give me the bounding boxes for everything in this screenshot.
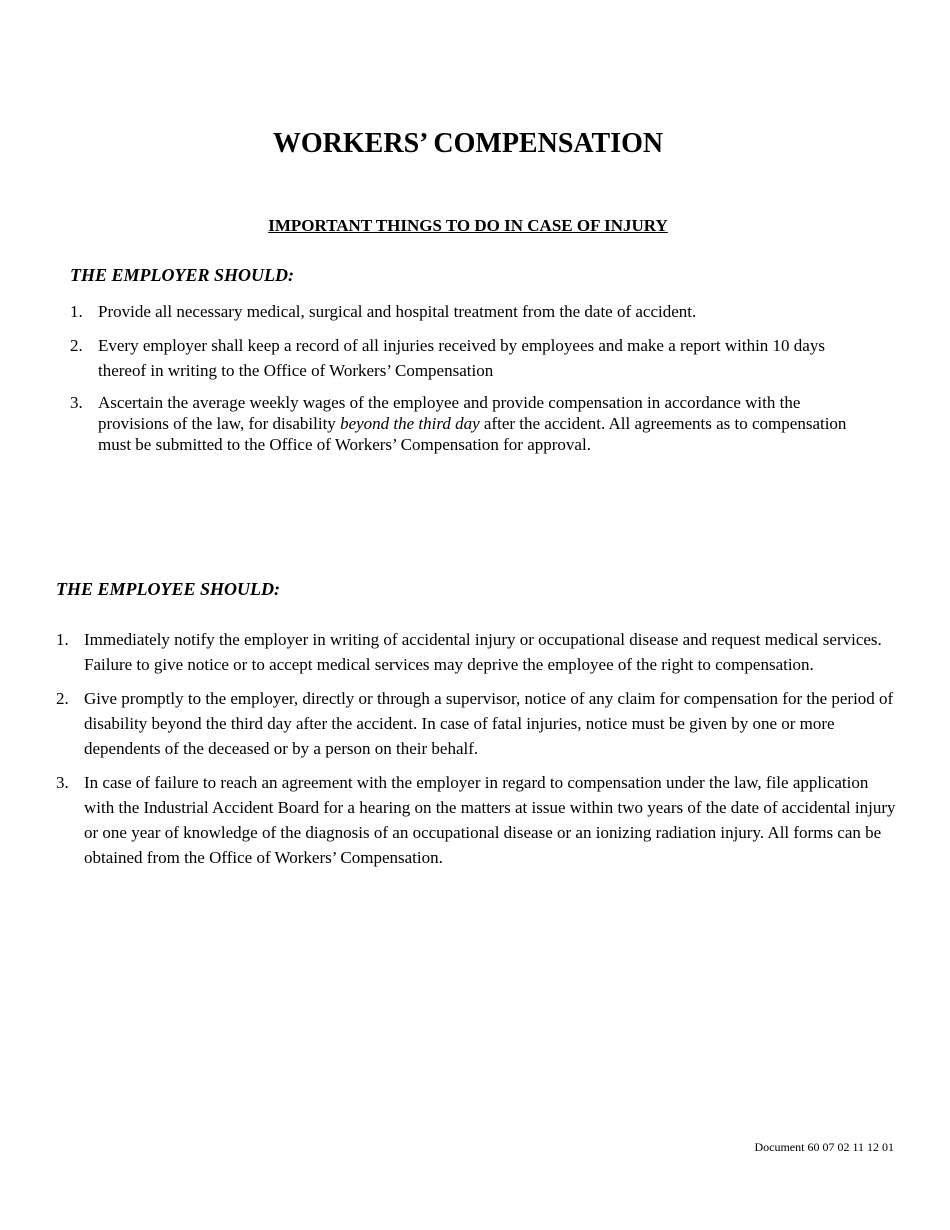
item-text: Give promptly to the employer, directly or through a supervisor, notice of any claim for compensation for the period of disability beyond the third day after the accident. In case of fatal injuries, notice must be given by one or more dependents of the deceased or by a person on their behalf. [84,689,894,758]
item-number: 3. [56,773,69,792]
list-item [70,299,870,324]
page-title: WORKERS’ COMPENSATION [272,128,664,159]
item-text: Every employer shall keep a record of all injuries received by employees and make a report within 10 days thereof in writing to the Office of Workers’ Compensation [98,336,825,380]
employee-duties-list [56,627,896,879]
list-item [70,392,870,455]
list-item [56,627,896,677]
employee-section-heading: THE EMPLOYEE SHOULD: [56,579,281,599]
item-text: In case of failure to reach an agreement with the employer in regard to compensation under the law, file application with the Industrial Accident Board for a hearing on the matters at issue within two years of the date of accidental injury or one year of knowledge of the diagnosis of an occupational disease or an ionizing radiation injury. All forms can be obtained from the Office of Workers’ Compensation. [84,773,896,867]
employer-duties-list [70,299,870,464]
item-number: 2. [70,336,83,355]
item-number: 3. [70,393,83,412]
employer-section-heading: THE EMPLOYER SHOULD: [70,265,295,285]
item-text-before: Ascertain the average weekly wages of the employee and provide compensation in accordance with the provisions of the law, for disability [98,393,801,433]
item-number: 1. [70,302,83,321]
item-text-emphasis: beyond the third day [340,414,480,433]
item-number: 1. [56,630,69,649]
document-number: Document 60 07 02 11 12 01 [754,1140,894,1154]
item-text-after: after the accident. All agreements as to compensation must be submitted to the Office of Workers’ Compensation for approval. [98,414,847,454]
list-item [56,770,896,870]
item-text: Immediately notify the employer in writing of accidental injury or occupational disease and request medical services. Failure to give notice or to accept medical services may deprive the employee of the right to compensation. [84,630,882,674]
page-subtitle: IMPORTANT THINGS TO DO IN CASE OF INJURY [268,216,668,235]
item-number: 2. [56,689,69,708]
item-text: Provide all necessary medical, surgical and hospital treatment from the date of accident. [98,302,697,321]
list-item [56,686,896,761]
list-item [70,333,870,383]
